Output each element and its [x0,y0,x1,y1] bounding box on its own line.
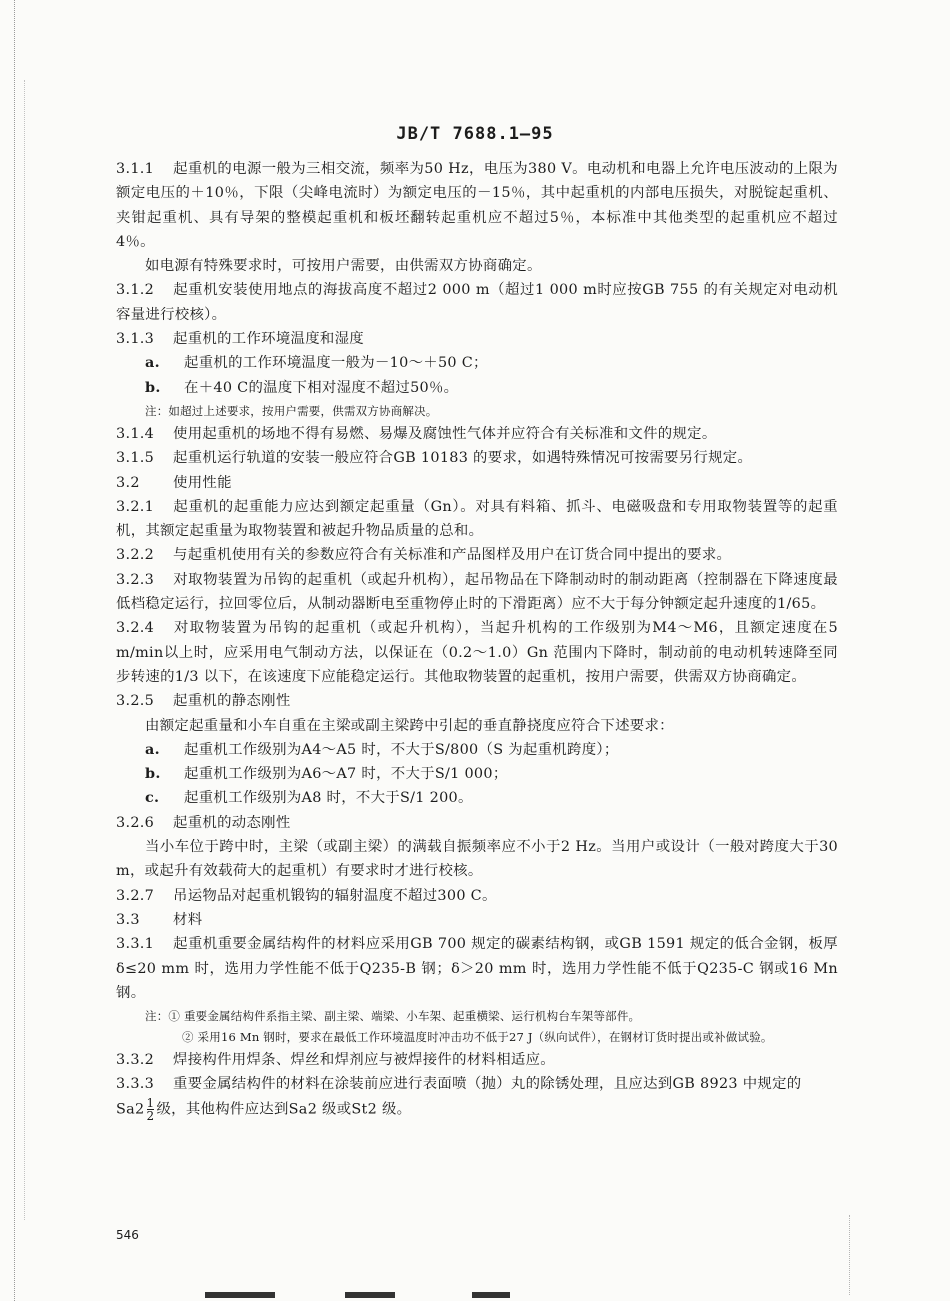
binding-edge-inner [24,80,26,1220]
paragraph: 由额定起重量和小车自重在主梁或副主梁跨中引起的垂直静挠度应符合下述要求： [145,717,674,734]
clause-3-2-4: 3.2.4 对取物装置为吊钩的起重机（或起升机构），当起升机构的工作级别为M4～M6，且额定速度在5 m/min以上时，应采用电气制动方法，以保证在（0.2～1.0）Gn 范围内下降时，制动前的电动机转速降至同步转速的1/3 以下，在该速度下应能稳定运行。其他取物装置的起重机，按用户需要，供需双方协商确定。 [116,620,838,685]
clause-3-2-2: 3.2.2 与起重机使用有关的参数应符合有关标准和产品图样及用户在订货合同中提出的要求。 [116,547,732,564]
clause-3-1-3: 3.1.3 起重机的工作环境温度和湿度 [116,331,364,348]
page-header: JB/T 7688.1—95 [396,124,554,144]
body-text [116,157,838,1122]
clause-3-1-5: 3.1.5 起重机运行轨道的安装一般应符合GB 10183 的要求，如遇特殊情况可按需要另行规定。 [116,450,753,467]
clause-3-3-3: 3.3.3 重要金属结构件的材料在涂装前应进行表面喷（抛）丸的除锈处理，且应达到GB 8923 中规定的 [116,1076,802,1093]
list-item-a: a. 起重机的工作环境温度一般为－10～＋50 C； [145,354,488,372]
clause-3-1-2: 3.1.2 起重机安装使用地点的海拔高度不超过2 000 m（超过1 000 m时应按GB 755 的有关规定对电动机容量进行校核）。 [116,282,838,323]
clause-3-3-2: 3.3.2 焊接构件用焊条、焊丝和焊剂应与被焊接件的材料相适应。 [116,1052,555,1069]
next-page-fragment [345,1292,395,1298]
next-page-fragment [205,1292,275,1298]
clause-3-1-4: 3.1.4 使用起重机的场地不得有易燃、易爆及腐蚀性气体并应符合有关标准和文件的规定。 [116,425,717,442]
note-1: 注：① 重要金属结构件系指主梁、副主梁、端梁、小车架、起重横梁、运行机构台车架等部件。 [145,1009,641,1024]
list-item-b: b. 在＋40 C的温度下相对湿度不超过50％。 [145,378,459,396]
clause-3-2-5: 3.2.5 起重机的静态刚性 [116,693,291,710]
clause-3-3-1: 3.3.1 起重机重要金属结构件的材料应采用GB 700 规定的碳素结构钢，或GB 1591 规定的低合金钢，板厚δ≤20 mm 时，选用力学性能不低于Q235-B 钢；δ＞20 mm 时，选用力学性能不低于Q235-C 钢或16 Mn 钢。 [116,936,838,1001]
next-page-fragment [472,1292,510,1298]
fraction-one-half: $\frac{1}{2}$ [146,1095,155,1123]
clause-3-2-6: 3.2.6 起重机的动态刚性 [116,814,291,831]
clause-3-2-1: 3.2.1 起重机的起重能力应达到额定起重量（Gn）。对具有料箱、抓斗、电磁吸盘和专用取物装置等的起重机，其额定起重量为取物装置和被起升物品质量的总和。 [116,498,838,540]
page-number: 546 [116,1228,139,1242]
list-item-a: a. 起重机工作级别为A4～A5 时，不大于S/800（S 为起重机跨度）； [145,740,619,758]
clause-3-1-1: 3.1.1 起重机的电源一般为三相交流，频率为50 Hz，电压为380 V。电动机和电器上允许电压波动的上限为额定电压的＋10％，下限（尖峰电流时）为额定电压的－15％，其中起重机的内部电压损失，对脱锭起重机、夹钳起重机、具有导架的整模起重机和板坯翻转起重机应不超过5％，本标准中其他类型的起重机应不超过4％。 [116,161,838,250]
list-item-c: c. 起重机工作级别为A8 时，不大于S/1 200。 [145,789,473,807]
clause-3-2-7: 3.2.7 吊运物品对起重机锻钩的辐射温度不超过300 C。 [116,887,497,904]
paragraph: 当小车位于跨中时，主梁（或副主梁）的满载自振频率应不小于2 Hz。当用户或设计（一般对跨度大于30 m，或起升有效载荷大的起重机）有要求时才进行校核。 [116,839,838,880]
section-3-2: 3.2 使用性能 [116,474,232,491]
paragraph: 如电源有特殊要求时，可按用户需要，由供需双方协商确定。 [145,258,542,275]
scan-mark [849,1215,851,1295]
section-3-3: 3.3 材料 [116,911,203,928]
note-2: ② 采用16 Mn 钢时，要求在最低工作环境温度时冲击功不低于27 J（纵向试件），在钢材订货时提出或补做试验。 [182,1030,773,1045]
note: 注：如超过上述要求，按用户需要，供需双方协商解决。 [145,403,438,418]
list-item-b: b. 起重机工作级别为A6～A7 时，不大于S/1 000； [145,765,508,783]
clause-3-2-3: 3.2.3 对取物装置为吊钩的起重机（或起升机构），起吊物品在下降制动时的制动距离（控制器在下降速度最低档稳定运行，拉回零位后，从制动器断电至重物停止时的下滑距离）应不大于每分钟额定起升速度的1/65。 [116,571,838,613]
clause-3-3-3-continued: Sa2 $\frac{1}{2}$ 级，其他构件应达到Sa2 级或St2 级。 [116,1095,412,1123]
